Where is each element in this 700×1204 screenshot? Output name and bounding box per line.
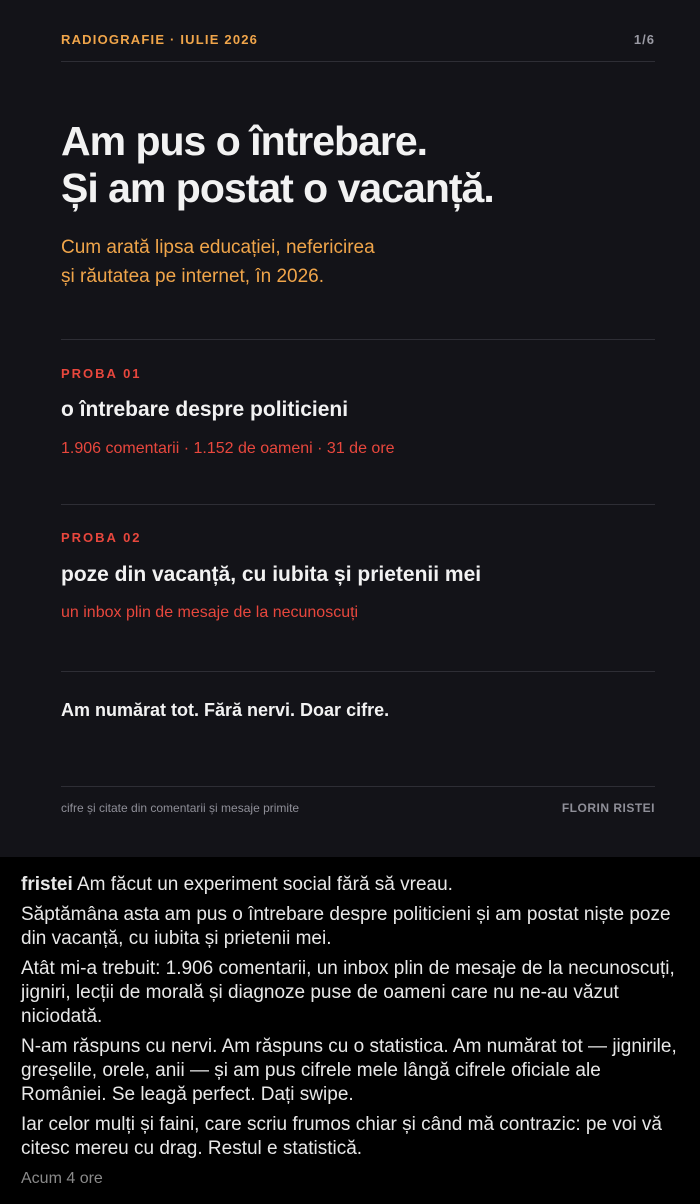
title-line-2: Și am postat o vacanță. [61, 165, 494, 211]
slide-kicker: RADIOGRAFIE · IULIE 2026 [61, 32, 259, 47]
post-caption [21, 873, 681, 1167]
subtitle-line-1: Cum arată lipsa educației, nefericirea [61, 237, 375, 258]
probe-detail: un inbox plin de mesaje de la necunoscuți [61, 604, 359, 621]
caption-paragraph: Atât mi-a trebuit: 1.906 comentarii, un inbox plin de mesaje de la necunoscuți, jigniri, lecții de morală și diagnoze puse de oameni care nu ne-au văzut niciodată. [21, 958, 675, 1027]
probe-label: PROBA 02 [61, 530, 142, 545]
caption-paragraph [21, 873, 681, 897]
divider [61, 671, 655, 672]
caption-paragraph: Iar celor mulți și faini, care scriu frumos chiar și când mă contrazic: pe voi vă citesc mereu cu drag. Restul e statistică. [21, 1114, 662, 1159]
closing-line: Am numărat tot. Fără nervi. Doar cifre. [61, 700, 390, 720]
divider [61, 339, 655, 340]
subtitle-line-2: și răutatea pe internet, în 2026. [61, 266, 325, 287]
probe-title: poze din vacanță, cu iubita și prietenii mei [61, 563, 482, 586]
username-link[interactable]: fristei [21, 874, 73, 895]
slide-header [61, 30, 655, 62]
probe-label: PROBA 01 [61, 366, 142, 381]
author-name: FLORIN RISTEI [561, 801, 655, 815]
caption-paragraph: Săptămâna asta am pus o întrebare despre politicieni și am postat niște poze din vacanță, cu iubita și prietenii mei. [21, 904, 671, 949]
title-line-1: Am pus o întrebare. [61, 118, 428, 164]
page-indicator: 1/6 [633, 32, 655, 47]
caption-paragraph: N-am răspuns cu nervi. Am răspuns cu o statistica. Am numărat tot — jignirile, greșelile, orele, anii — și am pus cifrele mele lângă cifrele oficiale ale României. Se leagă perfect. Dați swipe. [21, 1036, 677, 1105]
slide-subtitle [61, 233, 655, 291]
divider [61, 786, 655, 787]
slide-title [61, 118, 655, 212]
post-timestamp: Acum 4 ore [21, 1170, 103, 1187]
divider [61, 504, 655, 505]
footer-note: cifre și citate din comentarii și mesaje primite [61, 801, 300, 815]
probe-title: o întrebare despre politicieni [61, 398, 349, 421]
probe-detail: 1.906 comentarii · 1.152 de oameni · 31 de ore [61, 440, 395, 457]
caption-text: Am făcut un experiment social fără să vreau. [76, 874, 453, 895]
